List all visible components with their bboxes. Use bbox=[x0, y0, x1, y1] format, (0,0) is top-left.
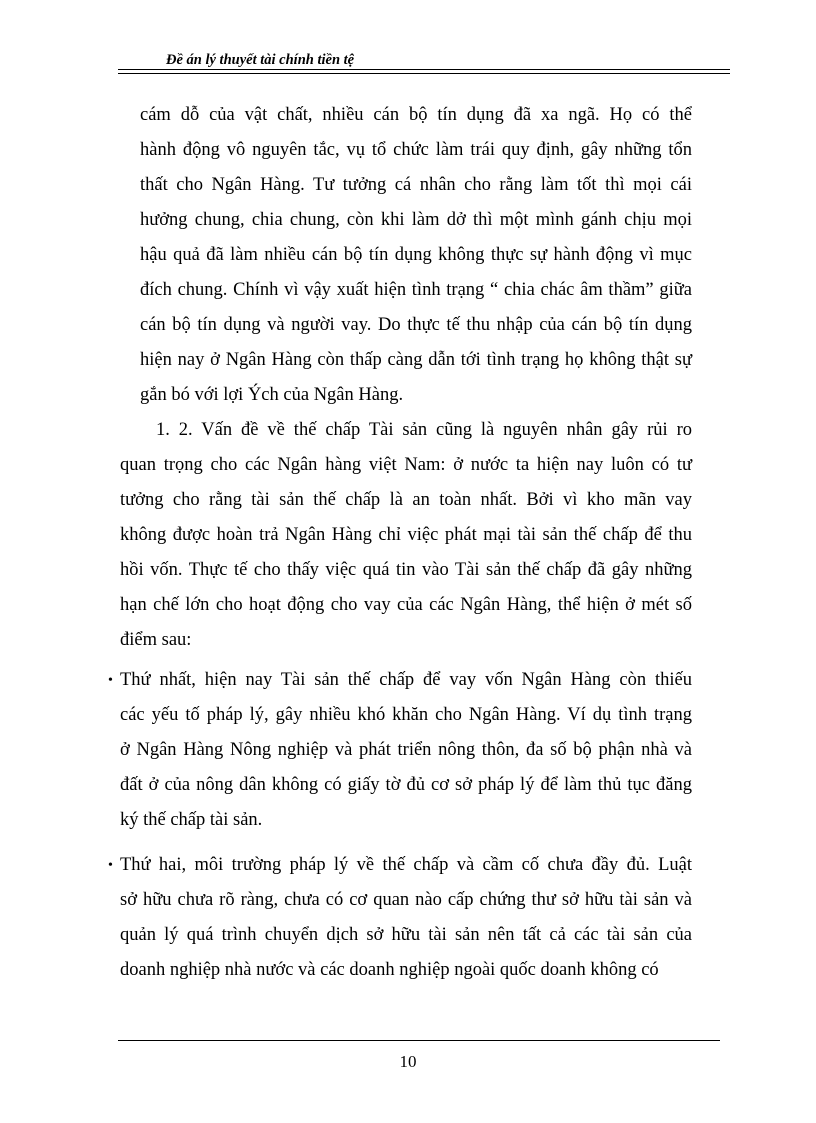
text-line: quản lý quá trình chuyển dịch sở hữu tài sản nên tất cả các tài sản của bbox=[120, 925, 692, 945]
header-rule-thick bbox=[118, 69, 730, 70]
text-line: thất cho Ngân Hàng. Tư tưởng cá nhân cho rằng làm tốt thì mọi cái bbox=[140, 175, 692, 195]
text-line: ở Ngân Hàng Nông nghiệp và phát triển nông thôn, đa số bộ phận nhà và bbox=[120, 740, 692, 760]
bullet-first-line bbox=[108, 848, 692, 883]
text-line: tưởng cho rằng tài sản thế chấp là an toàn nhất. Bởi vì kho mãn vay bbox=[120, 490, 692, 510]
text-line: hiện nay ở Ngân Hàng còn thấp càng dẫn tới tình trạng họ không thật sự bbox=[140, 350, 692, 370]
page-number: 10 bbox=[399, 1052, 417, 1071]
text-line: Thứ nhất, hiện nay Tài sản thế chấp để vay vốn Ngân Hàng còn thiếu bbox=[120, 670, 692, 690]
text-line: sở hữu chưa rõ ràng, chưa có cơ quan nào cấp chứng thư sở hữu tài sản và bbox=[120, 890, 692, 910]
text-line: Thứ hai, môi trường pháp lý về thế chấp và cầm cố chưa đầy đủ. Luật bbox=[120, 855, 692, 875]
text-line: đất ở của nông dân không có giấy tờ đủ cơ sở pháp lý để làm thủ tục đăng bbox=[120, 775, 692, 795]
bullet-item-1 bbox=[108, 663, 692, 838]
text-line: hành động vô nguyên tắc, vụ tổ chức làm trái quy định, gây những tổn bbox=[140, 140, 692, 160]
text-line: hạn chế lớn cho hoạt động cho vay của các Ngân Hàng, thể hiện ở mét số bbox=[120, 595, 692, 615]
bullet-item-2 bbox=[108, 848, 692, 988]
bullet-icon: • bbox=[108, 673, 113, 688]
text-line: ký thế chấp tài sản. bbox=[120, 810, 263, 830]
text-line: hưởng chung, chia chung, còn khi làm dở thì một mình gánh chịu mọi bbox=[140, 210, 692, 230]
text-line: các yếu tố pháp lý, gây nhiều khó khăn cho Ngân Hàng. Ví dụ tình trạng bbox=[120, 705, 692, 725]
text-line: 1. 2. Vấn đề về thế chấp Tài sản cũng là nguyên nhân gây rủi ro bbox=[156, 420, 692, 440]
text-line: hậu quả đã làm nhiều cán bộ tín dụng không thực sự hành động vì mục bbox=[140, 245, 692, 265]
header-rule-thin bbox=[118, 73, 730, 74]
text-line: điểm sau: bbox=[120, 630, 192, 650]
header-title: Đề án lý thuyết tài chính tiền tệ bbox=[166, 52, 355, 68]
paragraph-1 bbox=[140, 98, 692, 413]
text-line: quan trọng cho các Ngân hàng việt Nam: ở nước ta hiện nay luôn có tư bbox=[120, 455, 692, 475]
text-line: đích chung. Chính vì vậy xuất hiện tình trạng “ chia chác âm thầm” giữa bbox=[140, 280, 692, 300]
bullet-icon: • bbox=[108, 858, 113, 873]
text-line: cám dỗ của vật chất, nhiều cán bộ tín dụng đã xa ngã. Họ có thể bbox=[140, 105, 692, 125]
footer-rule bbox=[118, 1040, 720, 1041]
text-line: cán bộ tín dụng và người vay. Do thực tế thu nhập của cán bộ tín dụng bbox=[140, 315, 692, 335]
text-line: gắn bó với lợi Ých của Ngân Hàng. bbox=[140, 385, 404, 405]
text-line: không được hoàn trả Ngân Hàng chỉ việc phát mại tài sản thế chấp để thu bbox=[120, 525, 692, 545]
text-line: hồi vốn. Thực tế cho thấy việc quá tin vào Tài sản thế chấp đã gây những bbox=[120, 560, 692, 580]
document-body bbox=[108, 98, 692, 988]
bullet-first-line bbox=[108, 663, 692, 698]
paragraph-2 bbox=[120, 413, 692, 658]
text-line: doanh nghiệp nhà nước và các doanh nghiệp ngoài quốc doanh không có bbox=[120, 960, 659, 980]
